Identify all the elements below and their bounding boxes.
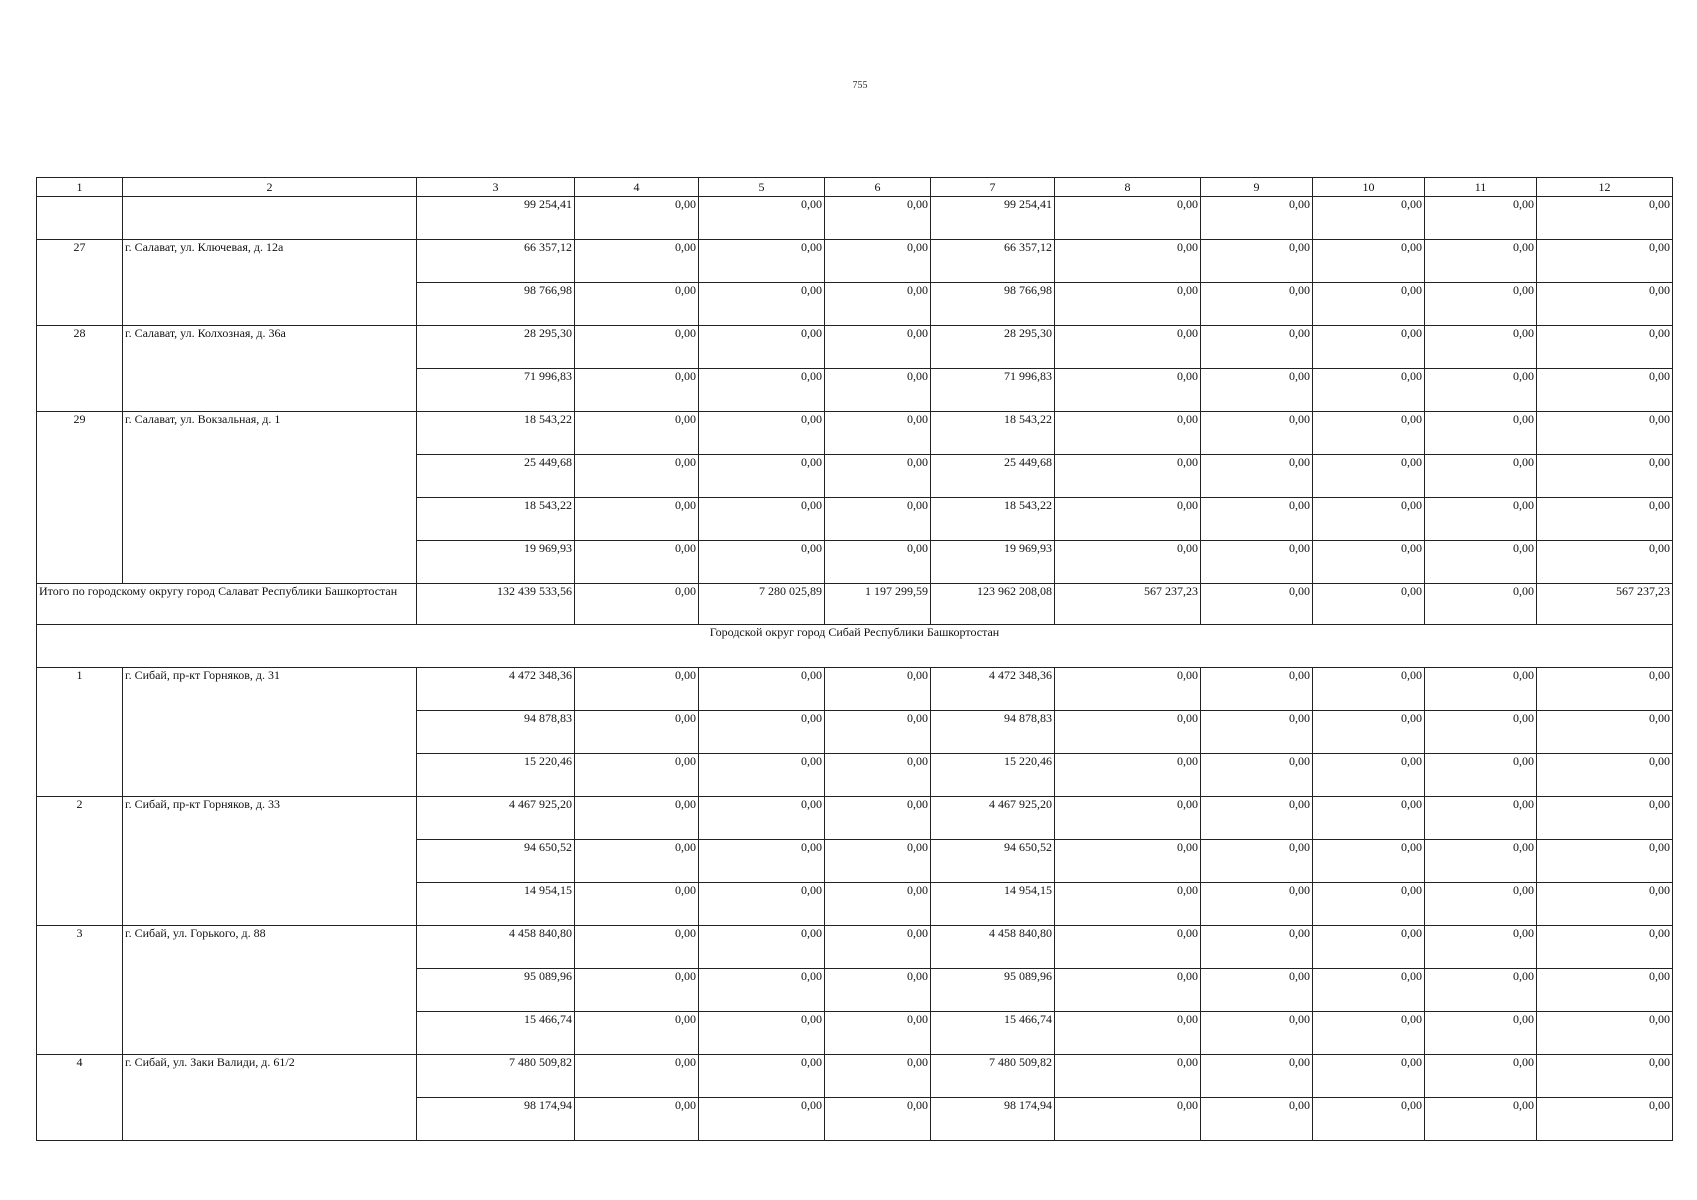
value-cell: 0,00 bbox=[1055, 369, 1201, 412]
value-cell: 0,00 bbox=[825, 840, 931, 883]
value-cell: 18 543,22 bbox=[417, 412, 575, 455]
table-row bbox=[37, 926, 1673, 969]
address-cell: г. Салават, ул. Вокзальная, д. 1 bbox=[123, 412, 417, 584]
value-cell: 0,00 bbox=[1055, 668, 1201, 711]
table-row bbox=[37, 412, 1673, 455]
row-number: 2 bbox=[37, 797, 123, 926]
value-cell: 0,00 bbox=[699, 1055, 825, 1098]
value-cell: 0,00 bbox=[1201, 541, 1313, 584]
value-cell: 0,00 bbox=[1537, 240, 1673, 283]
value-cell: 14 954,15 bbox=[417, 883, 575, 926]
address-cell: г. Салават, ул. Ключевая, д. 12а bbox=[123, 240, 417, 326]
value-cell: 99 254,41 bbox=[417, 197, 575, 240]
value-cell: 0,00 bbox=[1425, 1098, 1537, 1141]
value-cell: 0,00 bbox=[575, 840, 699, 883]
value-cell: 0,00 bbox=[1313, 498, 1425, 541]
value-cell: 4 458 840,80 bbox=[417, 926, 575, 969]
value-cell: 0,00 bbox=[1313, 1098, 1425, 1141]
column-header: 8 bbox=[1055, 178, 1201, 197]
value-cell: 0,00 bbox=[1537, 498, 1673, 541]
value-cell: 0,00 bbox=[699, 1098, 825, 1141]
value-cell: 71 996,83 bbox=[931, 369, 1055, 412]
value-cell: 567 237,23 bbox=[1055, 584, 1201, 625]
value-cell: 0,00 bbox=[1313, 240, 1425, 283]
value-cell: 0,00 bbox=[1425, 797, 1537, 840]
value-cell: 0,00 bbox=[825, 668, 931, 711]
value-cell: 0,00 bbox=[1313, 326, 1425, 369]
value-cell: 4 472 348,36 bbox=[417, 668, 575, 711]
value-cell: 0,00 bbox=[1313, 926, 1425, 969]
value-cell: 0,00 bbox=[699, 369, 825, 412]
table-row bbox=[37, 197, 1673, 240]
value-cell: 0,00 bbox=[1537, 412, 1673, 455]
column-header: 3 bbox=[417, 178, 575, 197]
value-cell: 0,00 bbox=[1055, 326, 1201, 369]
value-cell: 0,00 bbox=[575, 1098, 699, 1141]
value-cell: 132 439 533,56 bbox=[417, 584, 575, 625]
value-cell: 0,00 bbox=[1201, 797, 1313, 840]
section-row bbox=[37, 625, 1673, 668]
value-cell: 0,00 bbox=[575, 412, 699, 455]
value-cell: 0,00 bbox=[1425, 240, 1537, 283]
value-cell: 0,00 bbox=[1537, 197, 1673, 240]
value-cell: 0,00 bbox=[1313, 711, 1425, 754]
value-cell: 0,00 bbox=[1313, 283, 1425, 326]
total-row bbox=[37, 584, 1673, 625]
value-cell: 0,00 bbox=[1201, 1055, 1313, 1098]
value-cell: 0,00 bbox=[699, 283, 825, 326]
value-cell: 1 197 299,59 bbox=[825, 584, 931, 625]
value-cell: 0,00 bbox=[825, 1055, 931, 1098]
value-cell: 0,00 bbox=[1537, 1055, 1673, 1098]
value-cell: 0,00 bbox=[1313, 541, 1425, 584]
value-cell: 0,00 bbox=[825, 326, 931, 369]
value-cell: 0,00 bbox=[699, 326, 825, 369]
table-row bbox=[37, 240, 1673, 283]
value-cell: 0,00 bbox=[575, 326, 699, 369]
row-number: 1 bbox=[37, 668, 123, 797]
data-table bbox=[36, 177, 1673, 1141]
value-cell: 0,00 bbox=[575, 1055, 699, 1098]
value-cell: 0,00 bbox=[1425, 754, 1537, 797]
value-cell: 0,00 bbox=[575, 926, 699, 969]
value-cell: 0,00 bbox=[699, 926, 825, 969]
value-cell: 0,00 bbox=[699, 1012, 825, 1055]
value-cell: 99 254,41 bbox=[931, 197, 1055, 240]
value-cell: 0,00 bbox=[575, 283, 699, 326]
table-row bbox=[37, 326, 1673, 369]
value-cell: 0,00 bbox=[699, 668, 825, 711]
value-cell: 94 650,52 bbox=[417, 840, 575, 883]
value-cell: 0,00 bbox=[1537, 797, 1673, 840]
value-cell: 0,00 bbox=[1537, 711, 1673, 754]
value-cell: 0,00 bbox=[1201, 283, 1313, 326]
value-cell: 0,00 bbox=[575, 541, 699, 584]
value-cell: 0,00 bbox=[1425, 283, 1537, 326]
value-cell: 567 237,23 bbox=[1537, 584, 1673, 625]
value-cell: 4 467 925,20 bbox=[931, 797, 1055, 840]
value-cell: 18 543,22 bbox=[417, 498, 575, 541]
value-cell: 0,00 bbox=[1537, 754, 1673, 797]
value-cell: 0,00 bbox=[825, 711, 931, 754]
value-cell: 0,00 bbox=[825, 455, 931, 498]
value-cell: 0,00 bbox=[1055, 797, 1201, 840]
value-cell: 94 878,83 bbox=[931, 711, 1055, 754]
value-cell: 0,00 bbox=[1425, 584, 1537, 625]
column-header: 11 bbox=[1425, 178, 1537, 197]
value-cell: 0,00 bbox=[1425, 412, 1537, 455]
value-cell: 0,00 bbox=[1313, 754, 1425, 797]
value-cell: 0,00 bbox=[1055, 1012, 1201, 1055]
value-cell: 14 954,15 bbox=[931, 883, 1055, 926]
value-cell: 0,00 bbox=[1425, 498, 1537, 541]
address-cell: г. Сибай, ул. Горького, д. 88 bbox=[123, 926, 417, 1055]
value-cell: 0,00 bbox=[1201, 240, 1313, 283]
value-cell: 123 962 208,08 bbox=[931, 584, 1055, 625]
value-cell: 0,00 bbox=[1425, 541, 1537, 584]
value-cell: 0,00 bbox=[1425, 1012, 1537, 1055]
value-cell: 0,00 bbox=[1201, 711, 1313, 754]
value-cell: 0,00 bbox=[575, 883, 699, 926]
address-cell: г. Сибай, ул. Заки Валиди, д. 61/2 bbox=[123, 1055, 417, 1141]
value-cell: 0,00 bbox=[825, 369, 931, 412]
value-cell: 28 295,30 bbox=[931, 326, 1055, 369]
value-cell: 0,00 bbox=[825, 412, 931, 455]
value-cell: 0,00 bbox=[1201, 412, 1313, 455]
value-cell: 0,00 bbox=[575, 754, 699, 797]
value-cell: 0,00 bbox=[1313, 1012, 1425, 1055]
value-cell: 0,00 bbox=[1201, 969, 1313, 1012]
column-header: 5 bbox=[699, 178, 825, 197]
value-cell: 19 969,93 bbox=[417, 541, 575, 584]
value-cell: 15 466,74 bbox=[931, 1012, 1055, 1055]
value-cell: 0,00 bbox=[1313, 883, 1425, 926]
value-cell: 15 220,46 bbox=[417, 754, 575, 797]
value-cell: 19 969,93 bbox=[931, 541, 1055, 584]
value-cell: 7 480 509,82 bbox=[931, 1055, 1055, 1098]
value-cell: 0,00 bbox=[575, 668, 699, 711]
value-cell: 94 878,83 bbox=[417, 711, 575, 754]
table-row bbox=[37, 668, 1673, 711]
value-cell: 0,00 bbox=[825, 240, 931, 283]
value-cell: 0,00 bbox=[699, 240, 825, 283]
value-cell: 0,00 bbox=[699, 412, 825, 455]
value-cell: 0,00 bbox=[1201, 926, 1313, 969]
value-cell: 98 174,94 bbox=[417, 1098, 575, 1141]
value-cell: 0,00 bbox=[1313, 584, 1425, 625]
column-header: 9 bbox=[1201, 178, 1313, 197]
value-cell: 0,00 bbox=[1055, 283, 1201, 326]
value-cell: 0,00 bbox=[1425, 840, 1537, 883]
value-cell: 0,00 bbox=[1313, 1055, 1425, 1098]
value-cell: 0,00 bbox=[1201, 840, 1313, 883]
value-cell: 0,00 bbox=[1313, 840, 1425, 883]
value-cell: 0,00 bbox=[575, 240, 699, 283]
value-cell: 0,00 bbox=[1055, 1055, 1201, 1098]
value-cell: 0,00 bbox=[825, 754, 931, 797]
row-number: 4 bbox=[37, 1055, 123, 1141]
value-cell: 18 543,22 bbox=[931, 498, 1055, 541]
column-header: 1 bbox=[37, 178, 123, 197]
value-cell: 0,00 bbox=[1313, 369, 1425, 412]
value-cell: 0,00 bbox=[1537, 1012, 1673, 1055]
value-cell: 25 449,68 bbox=[417, 455, 575, 498]
address-cell: г. Салават, ул. Колхозная, д. 36а bbox=[123, 326, 417, 412]
value-cell: 0,00 bbox=[699, 498, 825, 541]
value-cell: 0,00 bbox=[1537, 969, 1673, 1012]
value-cell: 98 766,98 bbox=[931, 283, 1055, 326]
value-cell: 0,00 bbox=[1313, 455, 1425, 498]
value-cell: 15 466,74 bbox=[417, 1012, 575, 1055]
value-cell: 0,00 bbox=[1537, 883, 1673, 926]
column-header-row bbox=[37, 178, 1673, 197]
value-cell: 28 295,30 bbox=[417, 326, 575, 369]
value-cell: 15 220,46 bbox=[931, 754, 1055, 797]
value-cell: 0,00 bbox=[575, 969, 699, 1012]
value-cell: 0,00 bbox=[575, 797, 699, 840]
value-cell: 0,00 bbox=[699, 197, 825, 240]
value-cell: 0,00 bbox=[1313, 197, 1425, 240]
value-cell: 0,00 bbox=[1537, 326, 1673, 369]
value-cell: 0,00 bbox=[825, 797, 931, 840]
value-cell: 0,00 bbox=[825, 1098, 931, 1141]
value-cell: 0,00 bbox=[1201, 197, 1313, 240]
value-cell: 0,00 bbox=[1055, 455, 1201, 498]
value-cell: 0,00 bbox=[1201, 1098, 1313, 1141]
value-cell: 0,00 bbox=[1425, 369, 1537, 412]
value-cell: 0,00 bbox=[1055, 711, 1201, 754]
value-cell: 0,00 bbox=[1055, 840, 1201, 883]
value-cell: 66 357,12 bbox=[417, 240, 575, 283]
column-header: 2 bbox=[123, 178, 417, 197]
value-cell: 0,00 bbox=[699, 541, 825, 584]
value-cell: 0,00 bbox=[699, 711, 825, 754]
column-header: 6 bbox=[825, 178, 931, 197]
value-cell: 0,00 bbox=[1425, 926, 1537, 969]
row-number: 27 bbox=[37, 240, 123, 326]
value-cell: 0,00 bbox=[1055, 498, 1201, 541]
value-cell: 0,00 bbox=[825, 541, 931, 584]
total-label: Итого по городскому округу город Салават Республики Башкортостан bbox=[37, 584, 417, 625]
value-cell: 0,00 bbox=[825, 969, 931, 1012]
value-cell: 95 089,96 bbox=[417, 969, 575, 1012]
value-cell: 0,00 bbox=[1055, 883, 1201, 926]
value-cell: 0,00 bbox=[825, 1012, 931, 1055]
value-cell: 0,00 bbox=[1425, 969, 1537, 1012]
column-header: 10 bbox=[1313, 178, 1425, 197]
value-cell: 0,00 bbox=[1425, 711, 1537, 754]
value-cell: 4 472 348,36 bbox=[931, 668, 1055, 711]
value-cell: 0,00 bbox=[1055, 240, 1201, 283]
value-cell: 0,00 bbox=[1055, 412, 1201, 455]
value-cell: 0,00 bbox=[575, 498, 699, 541]
value-cell: 7 480 509,82 bbox=[417, 1055, 575, 1098]
value-cell: 0,00 bbox=[1201, 455, 1313, 498]
value-cell: 0,00 bbox=[1537, 455, 1673, 498]
value-cell: 0,00 bbox=[1425, 883, 1537, 926]
value-cell: 0,00 bbox=[1055, 197, 1201, 240]
value-cell: 0,00 bbox=[1313, 797, 1425, 840]
value-cell: 0,00 bbox=[1537, 369, 1673, 412]
value-cell: 18 543,22 bbox=[931, 412, 1055, 455]
value-cell: 0,00 bbox=[575, 584, 699, 625]
value-cell: 95 089,96 bbox=[931, 969, 1055, 1012]
row-number: 3 bbox=[37, 926, 123, 1055]
address-cell: г. Сибай, пр-кт Горняков, д. 31 bbox=[123, 668, 417, 797]
value-cell: 0,00 bbox=[575, 455, 699, 498]
value-cell: 7 280 025,89 bbox=[699, 584, 825, 625]
value-cell: 0,00 bbox=[1313, 969, 1425, 1012]
value-cell: 0,00 bbox=[1201, 369, 1313, 412]
value-cell: 98 174,94 bbox=[931, 1098, 1055, 1141]
value-cell: 0,00 bbox=[575, 369, 699, 412]
value-cell: 0,00 bbox=[825, 926, 931, 969]
value-cell: 4 458 840,80 bbox=[931, 926, 1055, 969]
value-cell: 0,00 bbox=[1425, 1055, 1537, 1098]
value-cell: 94 650,52 bbox=[931, 840, 1055, 883]
value-cell: 98 766,98 bbox=[417, 283, 575, 326]
value-cell: 0,00 bbox=[1201, 326, 1313, 369]
row-number bbox=[37, 197, 123, 240]
value-cell: 71 996,83 bbox=[417, 369, 575, 412]
value-cell: 0,00 bbox=[1201, 668, 1313, 711]
value-cell: 0,00 bbox=[1425, 455, 1537, 498]
address-cell bbox=[123, 197, 417, 240]
value-cell: 0,00 bbox=[825, 883, 931, 926]
value-cell: 0,00 bbox=[699, 797, 825, 840]
value-cell: 0,00 bbox=[1537, 283, 1673, 326]
table-row bbox=[37, 797, 1673, 840]
value-cell: 0,00 bbox=[825, 283, 931, 326]
value-cell: 0,00 bbox=[575, 1012, 699, 1055]
value-cell: 0,00 bbox=[699, 455, 825, 498]
value-cell: 0,00 bbox=[699, 754, 825, 797]
value-cell: 0,00 bbox=[1201, 883, 1313, 926]
table-row bbox=[37, 1055, 1673, 1098]
value-cell: 0,00 bbox=[1055, 1098, 1201, 1141]
value-cell: 66 357,12 bbox=[931, 240, 1055, 283]
value-cell: 0,00 bbox=[699, 840, 825, 883]
page-number: 755 bbox=[852, 80, 868, 91]
value-cell: 0,00 bbox=[1537, 668, 1673, 711]
value-cell: 0,00 bbox=[575, 711, 699, 754]
value-cell: 0,00 bbox=[1055, 754, 1201, 797]
value-cell: 0,00 bbox=[1201, 498, 1313, 541]
value-cell: 0,00 bbox=[1537, 926, 1673, 969]
column-header: 12 bbox=[1537, 178, 1673, 197]
column-header: 7 bbox=[931, 178, 1055, 197]
value-cell: 0,00 bbox=[1313, 668, 1425, 711]
value-cell: 4 467 925,20 bbox=[417, 797, 575, 840]
value-cell: 0,00 bbox=[1313, 412, 1425, 455]
value-cell: 0,00 bbox=[1425, 668, 1537, 711]
value-cell: 0,00 bbox=[1537, 840, 1673, 883]
value-cell: 0,00 bbox=[1055, 969, 1201, 1012]
row-number: 29 bbox=[37, 412, 123, 584]
value-cell: 0,00 bbox=[825, 498, 931, 541]
value-cell: 0,00 bbox=[1055, 926, 1201, 969]
value-cell: 0,00 bbox=[1425, 197, 1537, 240]
value-cell: 0,00 bbox=[699, 883, 825, 926]
value-cell: 25 449,68 bbox=[931, 455, 1055, 498]
column-header: 4 bbox=[575, 178, 699, 197]
section-title: Городской округ город Сибай Республики Башкортостан bbox=[37, 625, 1673, 668]
value-cell: 0,00 bbox=[699, 969, 825, 1012]
address-cell: г. Сибай, пр-кт Горняков, д. 33 bbox=[123, 797, 417, 926]
value-cell: 0,00 bbox=[575, 197, 699, 240]
value-cell: 0,00 bbox=[1055, 541, 1201, 584]
value-cell: 0,00 bbox=[1201, 1012, 1313, 1055]
value-cell: 0,00 bbox=[1425, 326, 1537, 369]
value-cell: 0,00 bbox=[1537, 541, 1673, 584]
row-number: 28 bbox=[37, 326, 123, 412]
value-cell: 0,00 bbox=[1201, 754, 1313, 797]
value-cell: 0,00 bbox=[1537, 1098, 1673, 1141]
value-cell: 0,00 bbox=[1201, 584, 1313, 625]
value-cell: 0,00 bbox=[825, 197, 931, 240]
